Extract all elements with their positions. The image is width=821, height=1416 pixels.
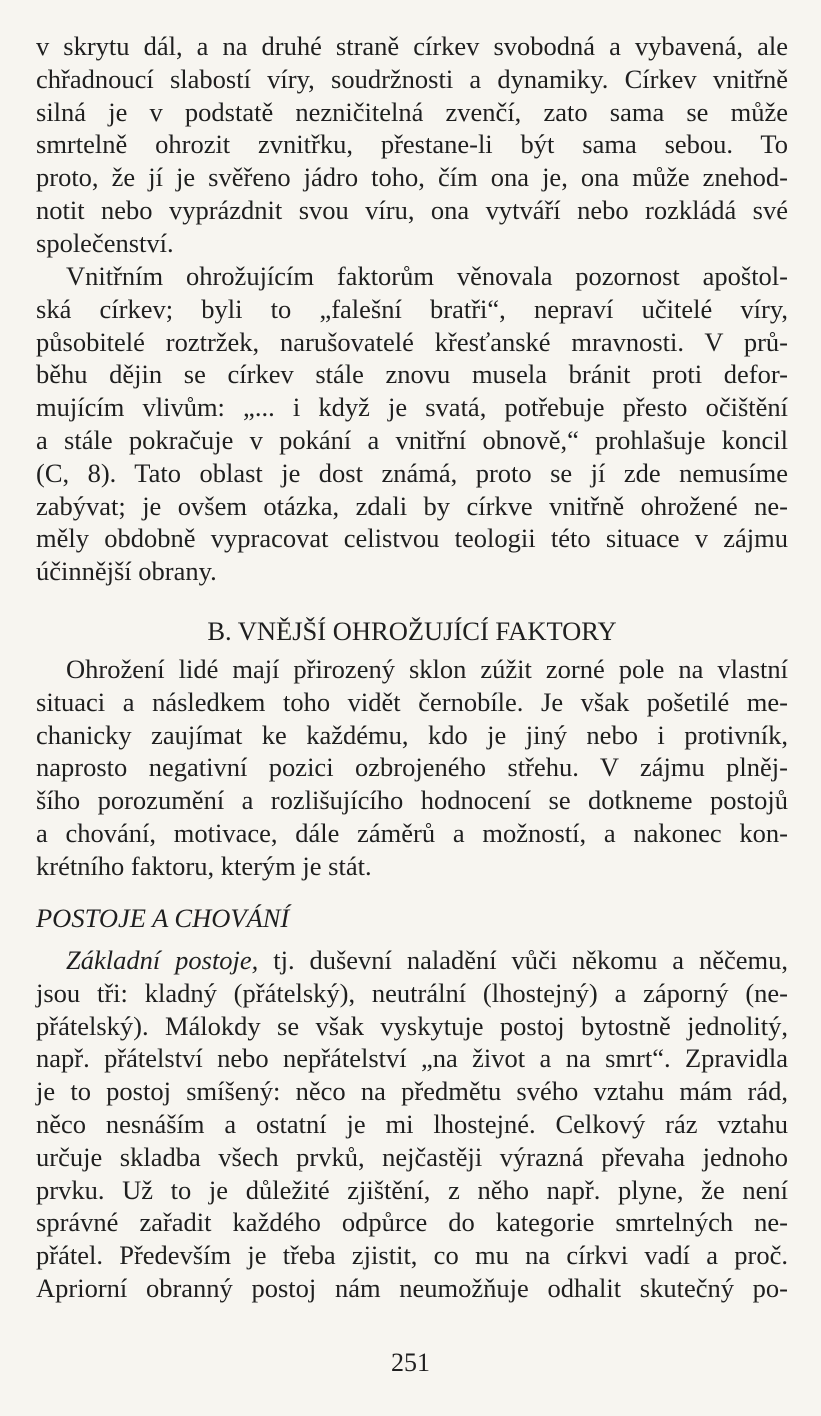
paragraph-line: běhu dějin se církev stále znovu musela bránit proti defor- — [36, 359, 788, 390]
paragraph-line: něco nesnáším a ostatní je mi lhostejné. Celkový ráz vztahu — [36, 1108, 788, 1139]
paragraph-line: smrtelně ohrozit zvnitřku, přestane-li být sama sebou. To — [36, 129, 788, 160]
paragraph-line: je to postoj smíšený: něco na předmětu svého vztahu mám rád, — [36, 1076, 788, 1107]
paragraph-line: ská církev; byli to „falešní bratři“, nepraví učitelé víry, — [36, 293, 788, 324]
paragraph-line — [36, 944, 788, 977]
paragraph-line: v skrytu dál, a na druhé straně církev svobodná a vybavená, ale — [36, 31, 788, 61]
paragraph-line: chanicky zaujímat ke každému, kdo je jiný nebo i protivník, — [36, 719, 788, 750]
paragraph-line: naprosto negativní pozici ozbrojeného střehu. V zájmu plněj- — [36, 752, 788, 783]
subheading: POSTOJE A CHOVÁNÍ — [36, 903, 290, 933]
paragraph-line: zabývat; je ovšem otázka, zdali by církve vnitřně ohrožené ne- — [36, 490, 788, 521]
paragraph-line: krétního faktoru, kterým je stát. — [36, 850, 372, 881]
section-heading: B. VNĚJŠÍ OHROŽUJÍCÍ FAKTORY — [207, 616, 617, 646]
italic-term: Základní postoje, — [66, 945, 259, 975]
paragraph-line: správné zařadit každého odpůrce do kategorie smrtelných ne- — [36, 1207, 788, 1238]
paragraph-line: měly obdobně vypracovat celistvou teologii této situace v zájmu — [36, 523, 788, 554]
paragraph-line: šího porozumění a rozlišujícího hodnocení se dotkneme postojů — [36, 785, 788, 816]
paragraph-line: chřadnoucí slabostí víry, soudržnosti a dynamiky. Církev vnitřně — [36, 63, 788, 94]
paragraph-1 — [36, 30, 788, 260]
paragraph-line: Ohrožení lidé mají přirozený sklon zúžit zorné pole na vlastní — [66, 654, 788, 684]
paragraph-line: přátel. Především je třeba zjistit, co mu na církvi vadí a proč. — [36, 1240, 788, 1271]
paragraph-line: jsou tři: kladný (přátelský), neutrální (lhostejný) a záporný (ne- — [36, 977, 788, 1008]
paragraph-line: situaci a následkem toho vidět černobíle. Je však pošetilé me- — [36, 686, 788, 717]
paragraph-line: účinnější obrany. — [36, 556, 217, 587]
paragraph-line: přátelský). Málokdy se však vyskytuje postoj bytostně jednolitý, — [36, 1010, 788, 1041]
paragraph-line: notit nebo vyprázdnit svou víru, ona vytváří nebo rozkládá své — [36, 194, 788, 225]
paragraph-line: prvku. Už to je důležité zjištění, z něho např. plyne, že není — [36, 1174, 788, 1205]
paragraph-line: např. přátelství nebo nepřátelství „na život a na smrt“. Zpravidla — [36, 1043, 788, 1074]
paragraph-line: proto, že jí je svěřeno jádro toho, čím ona je, ona může znehod- — [36, 162, 788, 193]
paragraph-line: působitelé roztržek, narušovatelé křesťanské mravnosti. V prů- — [36, 326, 788, 357]
paragraph-3 — [36, 653, 788, 883]
paragraph-line: silná je v podstatě nezničitelná zvenčí, zato sama se může — [36, 96, 788, 127]
paragraph-line: a chování, motivace, dále záměrů a možností, a nakonec kon- — [36, 817, 788, 848]
paragraph-line: mujícím vlivům: „... i když je svatá, potřebuje přesto očištění — [36, 392, 788, 423]
paragraph-line: určuje skladba všech prvků, nejčastěji výrazná převaha jednoho — [36, 1141, 788, 1172]
paragraph-line: (C, 8). Tato oblast je dost známá, proto se jí zde nemusíme — [36, 457, 788, 488]
paragraph-2 — [36, 260, 788, 588]
paragraph-line: a stále pokračuje v pokání a vnitřní obnově,“ prohlašuje koncil — [36, 424, 788, 455]
paragraph-4 — [36, 944, 788, 1305]
paragraph-line: Vnitřním ohrožujícím faktorům věnovala pozornost apoštol- — [66, 261, 788, 291]
paragraph-line-rest: tj. duševní naladění vůči někomu a něčemu, — [258, 945, 788, 975]
page-number: 251 — [391, 1348, 430, 1377]
paragraph-line: společenství. — [36, 227, 174, 258]
paragraph-line: Apriorní obranný postoj nám neumožňuje odhalit skutečný po- — [36, 1272, 788, 1303]
